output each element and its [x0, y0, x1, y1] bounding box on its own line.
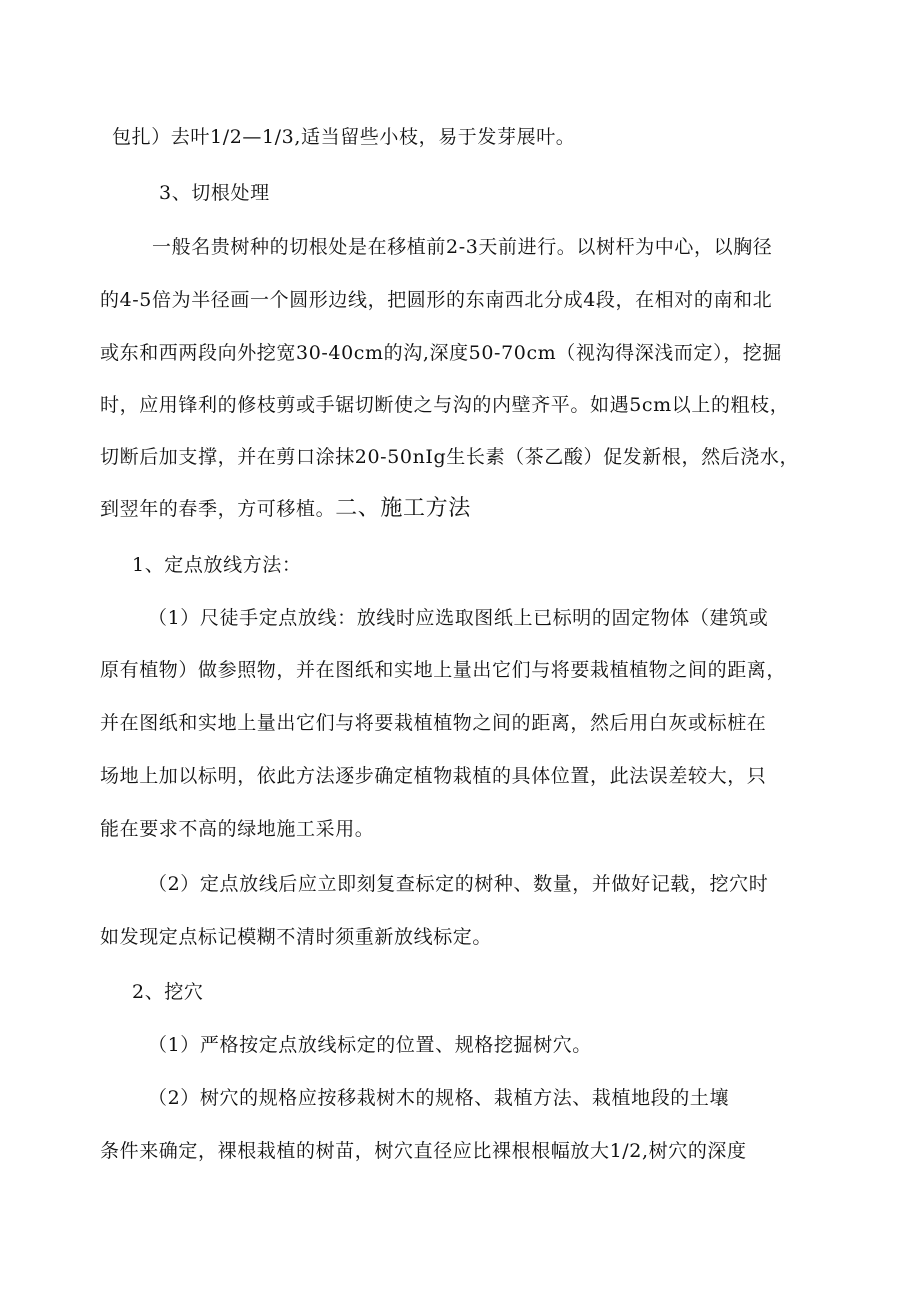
- paragraph-line: 或东和西两段向外挖宽30-40cm的沟,深度50-70cm（视沟得深浅而定），挖掘: [100, 342, 783, 364]
- paragraph-line: [100, 496, 471, 522]
- section-heading: 二、施工方法: [335, 496, 471, 521]
- paragraph-line: （1）尺徒手定点放线：放线时应选取图纸上已标明的固定物体（建筑或: [148, 607, 769, 629]
- paragraph-line: 场地上加以标明，依此方法逐步确定植物栽植的具体位置，此法误差较大，只: [100, 765, 767, 787]
- paragraph-line: 的4-5倍为半径画一个圆形边线，把圆形的东南西北分成4段，在相对的南和北: [100, 289, 773, 311]
- paragraph-line: 如发现定点标记模糊不清时须重新放线标定。: [100, 926, 493, 948]
- paragraph-line: 条件来确定，裸根栽植的树苗，树穴直径应比裸根根幅放大1/2,树穴的深度: [100, 1140, 747, 1162]
- paragraph-line: 包扎）去叶1/2—1/3,适当留些小枝，易于发芽展叶。: [112, 126, 576, 148]
- paragraph-line: 原有植物）做参照物，并在图纸和实地上量出它们与将要栽植植物之间的距离，: [100, 659, 787, 681]
- paragraph-line: 切断后加支撑，并在剪口涂抹20-50nIg生长素（茶乙酸）促发新根，然后浇水，: [100, 446, 800, 468]
- subheading: 2、挖穴: [132, 981, 204, 1003]
- paragraph-line: （2）定点放线后应立即刻复查标定的树种、数量，并做好记载，挖穴时: [148, 873, 769, 895]
- paragraph-line: 能在要求不高的绿地施工采用。: [100, 818, 375, 840]
- paragraph-line: （1）严格按定点放线标定的位置、规格挖掘树穴。: [148, 1034, 592, 1056]
- subheading: 3、切根处理: [159, 182, 270, 204]
- paragraph-line: 一般名贵树种的切根处是在移植前2-3天前进行。以树杆为中心，以胸径: [152, 236, 773, 258]
- paragraph-text: 到翌年的春季，方可移植。: [100, 498, 336, 520]
- paragraph-line: （2）树穴的规格应按移栽树木的规格、栽植方法、栽植地段的土壤: [148, 1087, 730, 1109]
- paragraph-line: 时，应用锋利的修枝剪或手锯切断使之与沟的内壁齐平。如遇5cm以上的粗枝，: [100, 394, 790, 416]
- paragraph-line: 并在图纸和实地上量出它们与将要栽植植物之间的距离，然后用白灰或标桩在: [100, 712, 767, 734]
- subheading: 1、定点放线方法：: [132, 554, 302, 576]
